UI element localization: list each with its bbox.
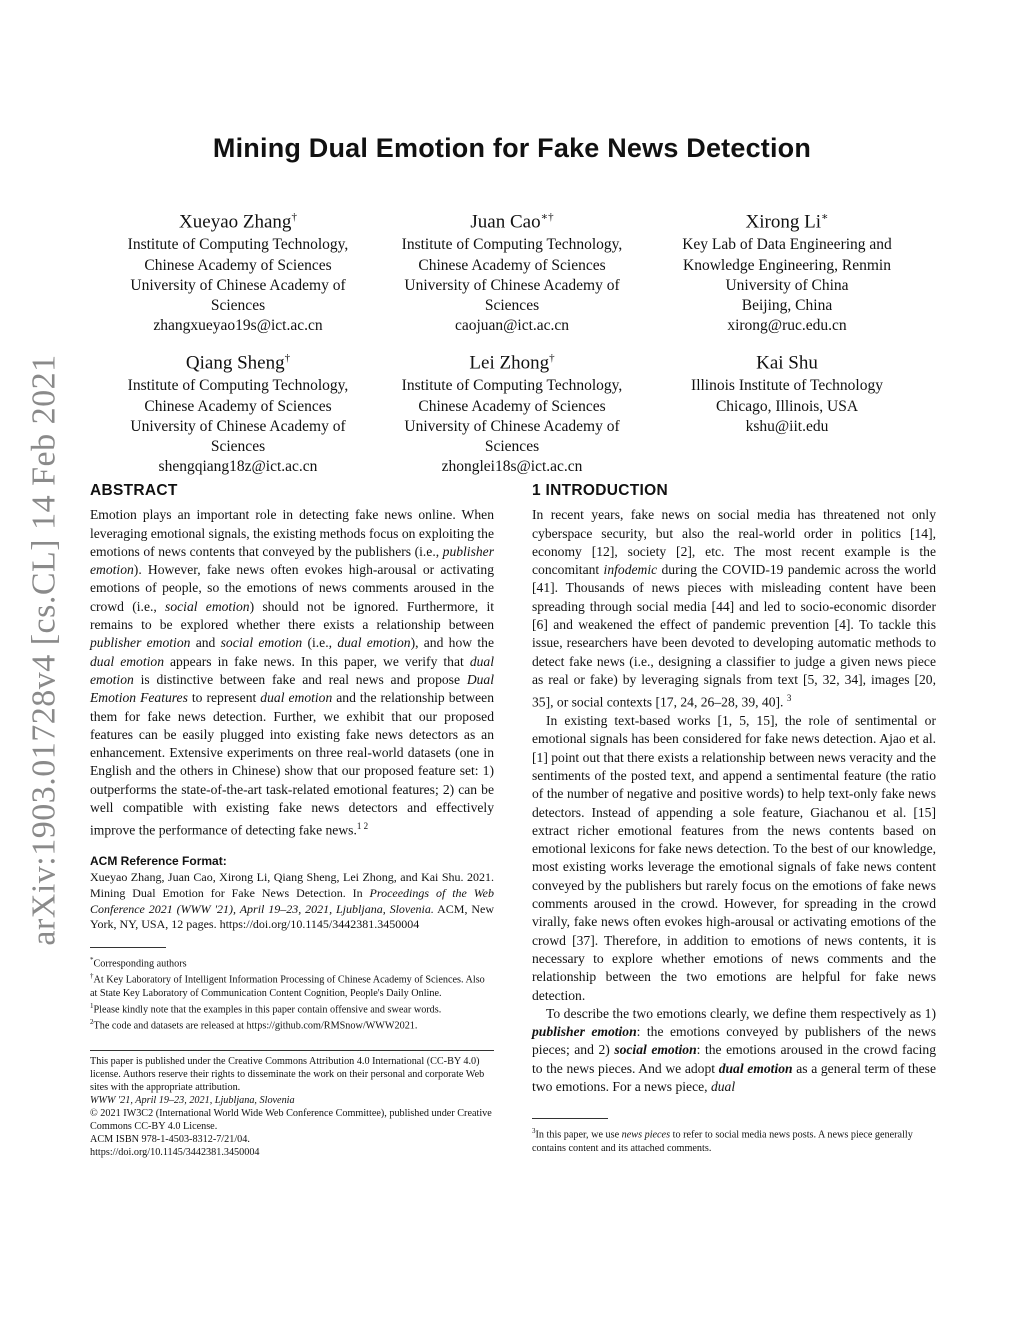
author-name: Lei Zhong† <box>469 352 555 374</box>
copyright-line: © 2021 IW3C2 (International World Wide Web Conference Committee), published under Creative Commons CC-BY 4.0 License. <box>90 1108 492 1133</box>
author-name: Kai Shu <box>756 352 818 374</box>
affiliation-line: Sciences <box>210 437 266 455</box>
abstract-body: Emotion plays an important role in detecting fake news online. When leveraging emotional signals, the existing methods focus on exploiting the emotions of news contents that conveyed by the publishers (i.e., publisher emotion). However, fake news often evokes high-arousal or activating emotions of people, so the emotions of news comments aroused in the crowd (i.e., social emotion) should not be ignored. Furthermore, it remains to be explored whether there exists a relationship between publisher emotion and social emotion (i.e., dual emotion), and how the dual emotion appears in fake news. In this paper, we verify that dual emotion is distinctive between fake and real news and propose Dual Emotion Features to represent dual emotion and the relationship between them for fake news detection. Further, we exhibit that our proposed features can be easily plugged into existing fake news detectors as an enhancement. Extensive experiments on three real-world datasets (one in English and the others in Chinese) show that our proposed feature set: 1) outperforms the state-of-the-art task-related emotional features; 2) can be well compatible with existing fake news detectors and effectively improve the performance of detecting fake news.$^{1 2}$ <box>90 507 494 838</box>
conference-line: WWW '21, April 19–23, 2021, Ljubljana, Slovenia <box>90 1095 295 1107</box>
affiliation-line: Chicago, Illinois, USA <box>715 397 859 415</box>
affiliation-line: Sciences <box>484 437 540 455</box>
section-heading: 1 INTRODUCTION <box>532 482 668 499</box>
author-email: kshu@iit.edu <box>745 417 829 435</box>
affiliation-line: Institute of Computing Technology, <box>127 236 349 254</box>
arxiv-stamp: arXiv:1903.01728v4 [cs.CL] 14 Feb 2021 <box>26 354 63 946</box>
affiliation-line: University of Chinese Academy of <box>130 276 346 294</box>
author-block <box>649 346 925 437</box>
affiliation-line: University of China <box>725 276 849 294</box>
intro-paragraph: In existing text-based works [1, 5, 15], the role of sentimental or emotional signals has been considered for fake news detection. Ajao et al. [1] point out that there exists a relationship between news veracity and the sentiments of the posted text, and append a sentimental feature (the ratio of the number of negative and positive words) to help text-only fake news detectors. Instead of appending a sole feature, Giachanou et al. [15] extract richer emotional features from the news contents based on emotional lexicons for fake news detection. To the best of our knowledge, most existing works leverage the emotional signals of fake news content conveyed by the publishers but rarely focus on the emotions of fake news comments aroused in the crowd. However, for spreading in the crowd virally, fake news often evokes high-arousal or activating emotions of the crowd [37]. Therefore, in addition to emotions of news contents, it is necessary to explore whether emotions of news comments and the relationship between the two emotions are helpful for fake news detection. <box>532 713 936 1003</box>
acm-ref-body: Xueyao Zhang, Juan Cao, Xirong Li, Qiang Sheng, Lei Zhong, and Kai Shu. 2021. Mining Dual Emotion for Fake News Detection. In Proceedings of the Web Conference 2021 (WWW '21), April 19–23, 2021, Ljubljana, Slovenia. ACM, New York, NY, USA, 12 pages. https://doi.org/10.1145/3442381.3450004 <box>90 870 494 932</box>
affiliation-line: Knowledge Engineering, Renmin <box>683 256 891 274</box>
author-name: Xueyao Zhang† <box>179 211 297 233</box>
abstract-heading: ABSTRACT <box>90 482 178 499</box>
affiliation-line: Sciences <box>484 296 540 314</box>
author-name: Juan Cao∗† <box>470 211 554 233</box>
intro-paragraph: In recent years, fake news on social media has threatened not only cyberspace security, but also the real-world order in politics [14], economy [12], society [2], etc. The most recent example is the concomitant infodemic during the COVID-19 pandemic across the world [41]. Thousands of news pieces with misleading content have been spreading through social media [44] and led to socio-economic disorder [6] and weakened the effect of pandemic prevention [4]. To tackle this issue, researchers have been devoted to developing automatic methods to detect fake news (i.e., designing a classifier to judge a given news piece as real or fake) by leveraging signals from text [5, 32, 34], images [20, 35], or social contexts [17, 24, 26–28, 39, 40]. $^3$ <box>532 507 937 710</box>
affiliation-line: University of Chinese Academy of <box>404 276 620 294</box>
affiliation-line: Institute of Computing Technology, <box>401 236 623 254</box>
left-column <box>90 482 494 1159</box>
affiliation-line: Sciences <box>210 296 266 314</box>
footnote-star: *Corresponding authors <box>90 955 187 970</box>
author-email: xirong@ruc.edu.cn <box>727 317 847 335</box>
author-email: zhangxueyao19s@ict.ac.cn <box>153 317 323 335</box>
intro-paragraph: To describe the two emotions clearly, we define them respectively as 1) publisher emotion: the emotions conveyed by publishers of the news pieces; and 2) social emotion: the emotions aroused in the crowd facing to the news pieces. And we adopt dual emotion as a general term of these two emotions. For a news piece, dual <box>532 1005 937 1095</box>
license-block <box>90 1050 494 1159</box>
doi-line: https://doi.org/10.1145/3442381.3450004 <box>90 1147 260 1159</box>
affiliation-line: Beijing, China <box>741 296 833 314</box>
author-name: Xirong Li∗ <box>745 211 829 233</box>
acm-ref-heading: ACM Reference Format: <box>90 854 227 869</box>
affiliation-line: Chinese Academy of Sciences <box>144 397 332 415</box>
affiliation-line: Institute of Computing Technology, <box>401 377 623 395</box>
isbn-line: ACM ISBN 978-1-4503-8312-7/21/04. <box>90 1134 250 1146</box>
footnote-3: $^3$In this paper, we use news pieces to refer to social media news posts. A news piece generally contains content and its attached comments. <box>532 1127 913 1154</box>
author-email: zhonglei18s@ict.ac.cn <box>441 458 583 476</box>
footnote-1: $^1$Please kindly note that the examples in this paper contain offensive and swear words. <box>90 1001 442 1016</box>
footnote-2: $^2$The code and datasets are released at https://github.com/RMSnow/WWW2021. <box>90 1018 418 1032</box>
affiliation-line: Chinese Academy of Sciences <box>144 256 332 274</box>
author-block <box>374 205 650 336</box>
author-block <box>100 205 376 336</box>
footnote-rule <box>532 1118 608 1119</box>
affiliation-line: University of Chinese Academy of <box>404 417 620 435</box>
affiliation-line: Chinese Academy of Sciences <box>418 397 606 415</box>
right-column <box>532 482 936 1155</box>
footnote-dagger: †At Key Laboratory of Intelligent Information Processing of Chinese Academy of Sciences. Also at State Key Laboratory of Communication Content Cognition, People's Daily Online. <box>90 972 485 999</box>
author-email: caojuan@ict.ac.cn <box>454 317 570 335</box>
affiliation-line: Key Lab of Data Engineering and <box>682 236 892 254</box>
license-text: This paper is published under the Creative Commons Attribution 4.0 International (CC-BY 4.0) license. Authors reserve their rights to disseminate the work on their personal and corporate Web sites with the appropriate attribution. <box>90 1056 485 1094</box>
affiliation-line: Chinese Academy of Sciences <box>418 256 606 274</box>
author-block <box>374 346 650 477</box>
author-email: shengqiang18z@ict.ac.cn <box>158 458 318 476</box>
affiliation-line: Illinois Institute of Technology <box>691 377 883 395</box>
author-block <box>649 205 925 336</box>
paper-title: Mining Dual Emotion for Fake News Detection <box>212 133 812 163</box>
affiliation-line: Institute of Computing Technology, <box>127 377 349 395</box>
author-block <box>100 346 376 477</box>
author-name: Qiang Sheng† <box>185 352 291 374</box>
affiliation-line: University of Chinese Academy of <box>130 417 346 435</box>
footnote-rule <box>90 947 166 948</box>
